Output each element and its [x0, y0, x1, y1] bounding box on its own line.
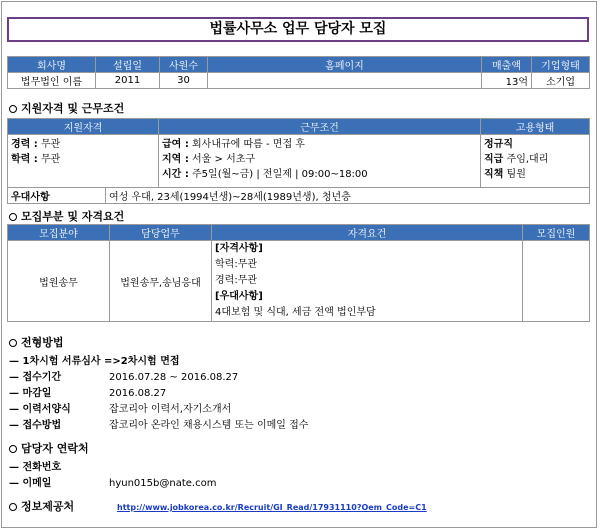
- preference-value: 여성 우대, 23세(1994년생)~28세(1989년생), 청년층: [106, 188, 590, 204]
- circle-bullet-icon: [9, 445, 17, 453]
- email-value[interactable]: hyun015b@nate.com: [109, 478, 217, 489]
- deadline-value: 2016.08.27: [109, 388, 167, 399]
- location-label: 지역 :: [162, 154, 189, 165]
- rank-value: 주임,대리: [506, 154, 549, 165]
- resume-format-label: 이력서양식: [22, 404, 71, 415]
- position-value: 팀원: [506, 169, 526, 180]
- career-label: 경력 :: [11, 139, 38, 150]
- resume-format-value: 잡코리아 이력서,자기소개서: [109, 404, 232, 415]
- process-text: 1차시험 서류심사 =>2차시험 면접: [22, 356, 180, 367]
- section-process-heading: [9, 334, 64, 350]
- position-label: 직책: [484, 169, 504, 180]
- salary-value: 회사내규에 따름 - 면접 후: [192, 139, 305, 150]
- conditions-cell: [159, 135, 481, 188]
- company-name: 법무법인 이름: [8, 73, 96, 89]
- revenue: 13억: [482, 73, 532, 89]
- email-label: 이메일: [22, 478, 52, 489]
- section-title: 담당자 연락처: [21, 442, 89, 455]
- employee-count: 30: [160, 73, 208, 89]
- recruit-duty: 법원송무,송님응대: [110, 241, 212, 322]
- apply-method-row: — 접수방법 잡코리아 온라인 채용시스템 또는 이메일 접수: [9, 420, 309, 431]
- email-row: — 이메일 hyun015b@nate.com: [9, 478, 217, 489]
- hours-value: 주5일(월~금) | 전일제 | 09:00~18:00: [192, 169, 368, 180]
- header-founded: 설립일: [96, 57, 160, 73]
- recruit-field: 법원송무: [8, 241, 110, 322]
- process-line: — 1차시험 서류심사 =>2차시험 면접: [9, 356, 180, 367]
- deadline-row: — 마감일 2016.08.27: [9, 388, 167, 399]
- deadline-label: 마감일: [22, 388, 52, 399]
- header-headcount: 모집인원: [523, 225, 590, 241]
- requirements-cell: [212, 241, 523, 322]
- founded-year: 2011: [96, 73, 160, 89]
- homepage[interactable]: [208, 73, 482, 89]
- location-value: 서울 > 서초구: [192, 154, 256, 165]
- resume-format-row: — 이력서양식 잡코리아 이력서,자기소개서: [9, 404, 232, 415]
- header-revenue: 매출액: [482, 57, 532, 73]
- apply-method-label: 접수방법: [22, 420, 62, 431]
- apply-period-row: — 접수기간 2016.07.28 ~ 2016.08.27: [9, 372, 239, 383]
- source-link[interactable]: http://www.jobkorea.co.kr/Recruit/GI_Read/17931110?Oem_Code=C1: [117, 503, 427, 512]
- req-line: [우대사항]: [215, 291, 263, 302]
- apply-method-value: 잡코리아 온라인 채용시스템 또는 이메일 접수: [109, 420, 309, 431]
- section-title: 지원자격 및 근무조건: [21, 102, 125, 115]
- company-type: 소기업: [532, 73, 590, 89]
- circle-bullet-icon: [9, 105, 17, 113]
- req-line: [자격사항]: [215, 243, 263, 254]
- rank-label: 직급: [484, 154, 504, 165]
- section-contact-heading: [9, 440, 89, 456]
- career-value: 무관: [41, 139, 61, 150]
- recruit-count: [523, 241, 590, 322]
- circle-bullet-icon: [9, 213, 17, 221]
- header-qualifications: 지원자격: [8, 119, 159, 135]
- section-recruitment-heading: [9, 208, 124, 224]
- phone-label: 전화번호: [22, 462, 62, 473]
- header-conditions: 근무조건: [159, 119, 481, 135]
- preference-label: 우대사항: [8, 188, 106, 204]
- recruitment-table: [7, 224, 590, 322]
- req-line: 경력:무관: [215, 275, 258, 286]
- apply-period-label: 접수기간: [22, 372, 62, 383]
- salary-label: 급여 :: [162, 139, 189, 150]
- education-value: 무관: [41, 154, 61, 165]
- apply-period-value: 2016.07.28 ~ 2016.08.27: [109, 372, 239, 383]
- header-employees: 사원수: [160, 57, 208, 73]
- section-title: 모집부분 및 자격요건: [21, 210, 125, 223]
- circle-bullet-icon: [9, 339, 17, 347]
- section-source-heading: [9, 498, 427, 514]
- header-requirements: 자격요건: [212, 225, 523, 241]
- req-line: 4대보험 및 식대, 세금 전액 법인부담: [215, 307, 376, 318]
- header-duty: 담당업무: [110, 225, 212, 241]
- header-company-type: 기업형태: [532, 57, 590, 73]
- qualifications-cell: [8, 135, 159, 188]
- header-field: 모집분야: [8, 225, 110, 241]
- page-title: 법률사무소 업무 담당자 모집: [7, 17, 589, 42]
- education-label: 학력 :: [11, 154, 38, 165]
- header-homepage: 홈페이지: [208, 57, 482, 73]
- section-qualifications-heading: [9, 100, 124, 116]
- hours-label: 시간 :: [162, 169, 189, 180]
- conditions-table: [7, 118, 590, 204]
- company-table: [7, 56, 590, 89]
- header-employment: 고용형태: [481, 119, 590, 135]
- req-line: 학력:무관: [215, 259, 258, 270]
- circle-bullet-icon: [9, 503, 17, 511]
- header-company-name: 회사명: [8, 57, 96, 73]
- phone-row: — 전화번호: [9, 462, 62, 473]
- section-title: 정보제공처: [21, 500, 75, 513]
- employment-cell: [481, 135, 590, 188]
- section-title: 전형방법: [21, 336, 64, 349]
- employment-type: 정규직: [484, 139, 513, 150]
